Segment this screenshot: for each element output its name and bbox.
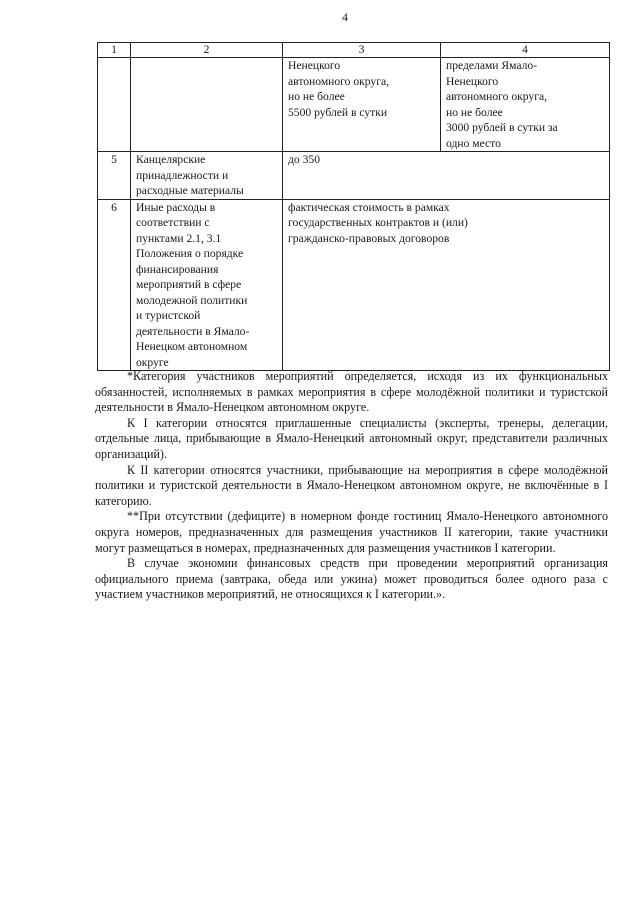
row-value: фактическая стоимость в рамках государственных контрактов и (или) гражданско-правовых договоров	[283, 199, 610, 371]
footnote-category-1: К I категории относятся приглашенные специалисты (эксперты, тренеры, делегации, отдельные лица, прибывающие в Ямало-Ненецкий автономный округ, представители различных организаций).	[95, 415, 608, 461]
table-row	[98, 152, 610, 200]
row-name: Иные расходы в соответствии с пунктами 2.1, 3.1 Положения о порядке финансирования мероприятий в сфере молодежной политики и туристской деятельности в Ямало- Ненецком автономном округе	[131, 199, 283, 371]
page-number: 4	[342, 10, 348, 24]
header-col-3: 3	[283, 43, 441, 58]
footnote-category-definition: *Категория участников мероприятий определяется, исходя из их функциональных обязанностей, исполняемых в рамках мероприятия в сфере молодёжной политики и туристской деятельности в Ямало-Ненецком автономном округе.	[95, 369, 608, 415]
footnote-official-reception: В случае экономии финансовых средств при проведении мероприятий организация официального приема (завтрака, обеда или ужина) может проводиться более одного раза с участием участников мероприятий, не относящихся к I категории.».	[95, 556, 608, 602]
footnote-accommodation: **При отсутствии (дефиците) в номерном фонде гостиниц Ямало-Ненецкого автономного округа номеров, предназначенных для размещения участников II категории, такие участники могут размещаться в номерах, предназначенных для размещения участников I категории.	[95, 509, 608, 555]
expense-table	[97, 42, 610, 371]
table-row	[98, 58, 610, 152]
row-value: до 350	[283, 152, 610, 200]
footnotes	[95, 369, 608, 603]
cell-empty	[131, 58, 283, 152]
row-number: 6	[98, 199, 131, 371]
row-name: Канцелярские принадлежности и расходные материалы	[131, 152, 283, 200]
header-col-2: 2	[131, 43, 283, 58]
table-row	[98, 199, 610, 371]
header-col-4: 4	[441, 43, 610, 58]
cell-empty	[98, 58, 131, 152]
cell-rate-category-1: Ненецкого автономного округа, но не более 5500 рублей в сутки	[283, 58, 441, 152]
table-header-row	[98, 43, 610, 58]
footnote-category-2: К II категории относятся участники, прибывающие на мероприятия в сфере молодёжной политики и туристской деятельности в Ямало-Ненецком автономном округе, не включённые в I категорию.	[95, 462, 608, 508]
cell-rate-category-2: пределами Ямало- Ненецкого автономного округа, но не более 3000 рублей в сутки за одно место	[441, 58, 610, 152]
row-number: 5	[98, 152, 131, 200]
header-col-1: 1	[98, 43, 131, 58]
